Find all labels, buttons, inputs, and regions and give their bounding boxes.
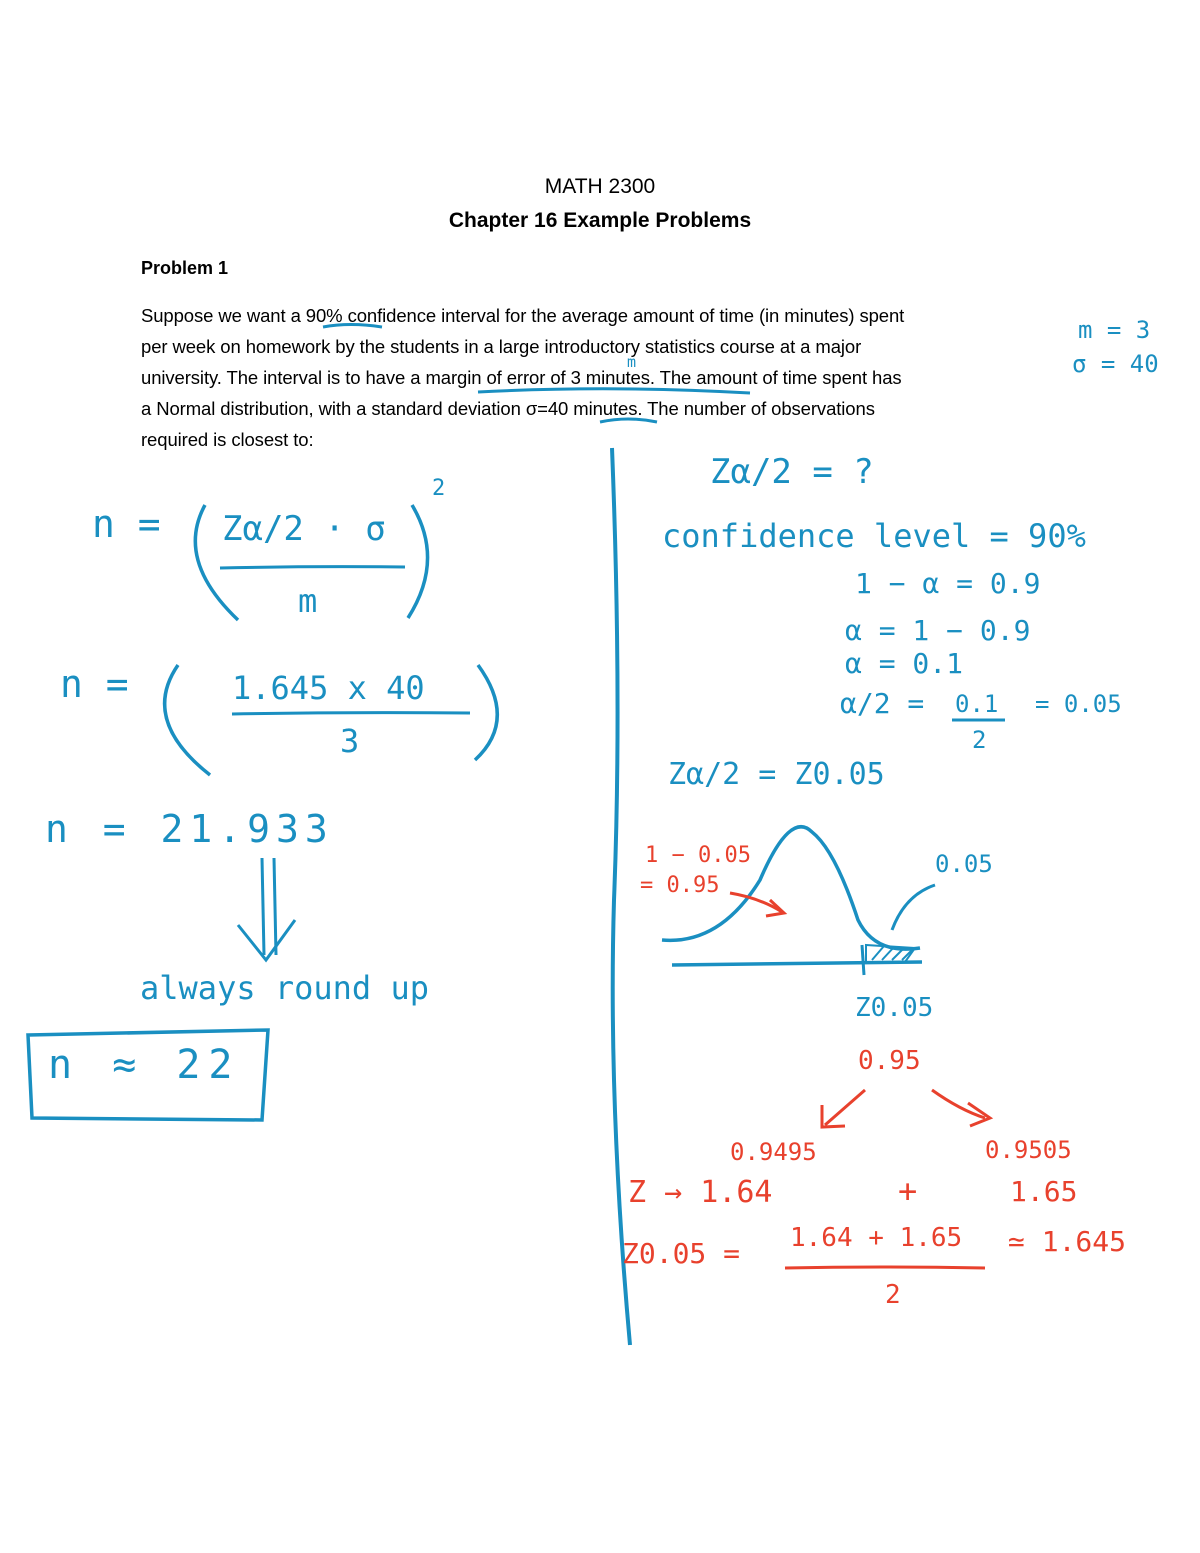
- curve-left-label-1: 1 − 0.05: [645, 843, 751, 868]
- red-arrow-right-branch: [932, 1090, 985, 1118]
- red-arrow-into-curve-head: [766, 900, 784, 916]
- chapter-title: Chapter 16 Example Problems: [448, 209, 752, 232]
- underline-margin-of-error: [478, 389, 750, 393]
- red-arrow-into-curve: [730, 893, 782, 912]
- curve-left-label-2: = 0.95: [640, 873, 720, 898]
- z-average-numerator: 1.64 + 1.65: [790, 1223, 963, 1253]
- z-right-value: 1.65: [1010, 1175, 1078, 1208]
- confidence-level-line: confidence level = 90%: [662, 517, 1086, 555]
- curve-axis: [672, 962, 922, 965]
- right-tail-pointer: [892, 885, 935, 930]
- vertical-divider-line: [612, 448, 630, 1345]
- alpha-half-numerator: 0.1: [955, 690, 999, 718]
- final-answer: n ≈ 22: [48, 1042, 241, 1088]
- lookup-right-value: 0.9505: [985, 1136, 1072, 1164]
- formula-fraction-bar: [220, 567, 405, 568]
- substitution-left-paren: [165, 665, 210, 775]
- problem-text-line: required is closest to:: [141, 429, 314, 450]
- z-equivalence-line: Zα/2 = Z0.05: [668, 757, 885, 792]
- margin-note-m: m = 3: [1078, 316, 1151, 344]
- lookup-left-value: 0.9495: [730, 1138, 817, 1166]
- margin-note-sigma: σ = 40: [1072, 350, 1159, 378]
- problem-text-line: per week on homework by the students in a large introductory statistics course at a major: [141, 336, 862, 357]
- alpha-half-denominator: 2: [972, 726, 987, 754]
- lookup-value: 0.95: [858, 1046, 921, 1076]
- problem-text-line: university. The interval is to have a margin of error of 3 minutes. The amount of time spent has: [141, 367, 902, 388]
- alpha-equation-line: α = 1 − 0.9: [845, 614, 1031, 647]
- double-arrow-head: [238, 920, 295, 960]
- round-up-note: always round up: [140, 969, 429, 1007]
- curve-right-tail-label: 0.05: [935, 850, 993, 878]
- z-average-result: ≃ 1.645: [1008, 1225, 1127, 1258]
- shaded-tail-hatch: [872, 946, 912, 960]
- red-arrow-left-branch-head: [822, 1105, 845, 1127]
- z-arrow-line: Z → 1.64: [628, 1175, 773, 1210]
- red-arrow-right-branch-head: [968, 1103, 990, 1126]
- substitution-right-paren: [475, 665, 497, 760]
- z-average-lhs: Z0.05 =: [622, 1237, 741, 1270]
- substitution-lhs: n =: [60, 662, 129, 706]
- double-arrow-shaft-left: [262, 858, 264, 955]
- m-label-above-text: m: [627, 353, 637, 371]
- problem-text-line: a Normal distribution, with a standard deviation σ=40 minutes. The number of observations: [141, 398, 875, 419]
- formula-right-paren: [408, 505, 428, 618]
- substitution-denominator: 3: [340, 722, 360, 760]
- double-arrow-shaft-right: [274, 858, 276, 955]
- red-arrow-left-branch: [825, 1090, 865, 1125]
- z-average-denominator: 2: [885, 1280, 901, 1310]
- formula-exponent: 2: [432, 476, 446, 501]
- z-alpha-half-question: Zα/2 = ?: [710, 452, 874, 492]
- formula-lhs: n =: [92, 502, 161, 546]
- result-line: n = 21.933: [45, 807, 334, 851]
- formula-denominator: m: [298, 582, 318, 620]
- shaded-tail: [866, 945, 915, 962]
- z-average-fraction-bar: [785, 1267, 985, 1268]
- problem-text-line: Suppose we want a 90% confidence interval for the average amount of time (in minutes) spent: [141, 305, 905, 326]
- curve-axis-tick: [862, 945, 864, 975]
- plus-sign: +: [898, 1172, 918, 1210]
- alpha-half-result: = 0.05: [1035, 690, 1122, 718]
- course-title: MATH 2300: [544, 175, 656, 198]
- substitution-fraction-bar: [232, 713, 470, 714]
- alpha-half-lhs: α/2 =: [840, 687, 925, 720]
- problem-heading: Problem 1: [141, 258, 229, 278]
- formula-numerator: Zα/2 · σ: [222, 509, 386, 549]
- substitution-numerator: 1.645 x 40: [232, 669, 425, 707]
- one-minus-alpha-line: 1 − α = 0.9: [855, 567, 1041, 600]
- alpha-value-line: α = 0.1: [845, 647, 964, 680]
- curve-axis-label: Z0.05: [855, 993, 934, 1023]
